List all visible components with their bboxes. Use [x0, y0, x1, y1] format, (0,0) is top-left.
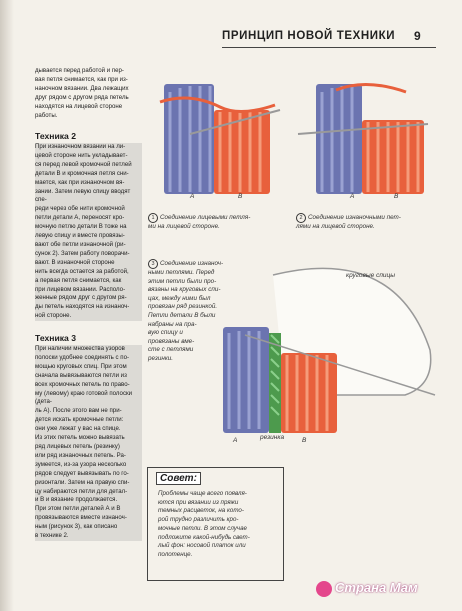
t2-line: левую спицу и вместе провязы-	[35, 232, 125, 240]
t3-line: Из этих петель можно вывязать	[35, 434, 125, 442]
fig3-caption-line: сте с петлями	[148, 346, 194, 354]
t3-line: му (левому) краю готовой полоски (дета-	[35, 389, 133, 406]
t3-line: зумеется, из-за узора несколько	[35, 460, 127, 468]
fig3-caption-line: резинки.	[148, 354, 174, 362]
fig3-label-b: B	[302, 437, 307, 444]
fig3-caption-line: Петли детали В были	[148, 311, 216, 319]
t2-line: вают обе петли изнаночной (ри-	[35, 240, 126, 248]
fig3-caption-line: вязаны на круговых спи-	[148, 286, 221, 294]
intro-line: дывается перед работой и пер-	[35, 67, 124, 74]
t3-line: ризонтали. Затем на правую спи-	[35, 478, 130, 486]
fig1-caption-line: Соединение лицевыми петля-	[160, 214, 251, 221]
fig1-label-b: B	[238, 193, 243, 200]
figure-3-illustration	[215, 255, 447, 455]
fig3-caption-line: вую спицу и	[148, 329, 183, 337]
t2-line: ды петель находятся на изнаноч-	[35, 303, 130, 311]
header-rule	[222, 47, 436, 48]
t2-line: зании. Затем левую спицу вводят спе-	[35, 187, 131, 204]
intro-line: находятся на лицевой стороне	[35, 102, 123, 110]
t3-line: они уже лежат у вас на спице.	[35, 425, 121, 433]
t3-line: При наличии множества узоров	[35, 345, 125, 352]
technique3-text	[35, 345, 142, 541]
t3-line: и В и вязание продолжается.	[35, 496, 118, 504]
fig2-caption-line: Соединение изнаночными пет-	[308, 214, 401, 221]
fig1-caption-line: ми на лицевой стороне.	[148, 223, 220, 230]
fig3-caption-line: набраны на пра-	[148, 320, 197, 328]
t3-line: мощью круговых спиц. При этом	[35, 362, 127, 370]
fig3-orange-knit-panel	[281, 353, 337, 433]
fig1-number-badge: 1	[148, 213, 158, 223]
t2-line: при лицевом вязании. Располо-	[35, 285, 126, 293]
fig3-number-badge: 3	[148, 259, 158, 269]
t3-line: цу набираются петли для детал-	[35, 487, 128, 495]
page-number: 9	[414, 29, 421, 43]
tip-line: лый фон: носовой платок или	[158, 542, 246, 550]
t3-line: провязываются вместе изнаноч-	[35, 514, 127, 522]
t2-line: петли детали А, переносят кро-	[35, 214, 125, 222]
watermark-text: Страна Мам	[335, 580, 418, 595]
t3-line: ряд лицевых петель (резинку)	[35, 442, 120, 450]
tip-line: рой трудно различить кро-	[158, 516, 239, 524]
tip-line: полотенце.	[158, 550, 193, 558]
t2-line: детали В и кромочная петля сни-	[35, 169, 129, 177]
fig3-label-a: A	[233, 437, 238, 444]
tip-line: мочные петли. В этом случае	[158, 524, 247, 532]
t3-line: дется искать кромочные петли:	[35, 416, 124, 424]
running-header	[222, 28, 432, 48]
intro-line: вая петля снимается, как при из-	[35, 75, 128, 83]
tip-line: ются при вязании из пряжи	[158, 498, 239, 506]
fig3-needle-label: круговые спицы	[346, 272, 396, 279]
t3-line: полоски удобнее соединять с по-	[35, 353, 129, 361]
t3-line: в технике 2.	[35, 532, 69, 540]
fig1-label-a: A	[190, 193, 195, 200]
figure-1-illustration	[150, 72, 282, 202]
fig2-number-badge: 2	[296, 213, 306, 223]
fig3-caption-line: цах, между ними был	[148, 294, 211, 302]
intro-line: друг рядом с другом ряда петель	[35, 93, 129, 101]
fig3-caption-line: провязаны вме-	[148, 337, 195, 345]
t3-line: всех кромочных петель по право-	[35, 380, 130, 388]
fig1-caption	[148, 213, 288, 232]
fig3-caption-line: этим петли были про-	[148, 277, 217, 285]
intro-line: наночном вязании. Два лежащих	[35, 84, 129, 92]
t2-line: нить всегда остается за работой,	[35, 267, 129, 275]
tip-title: Совет:	[156, 472, 201, 485]
intro-paragraph	[35, 67, 142, 120]
t2-line: При изнаночном вязании на ли-	[35, 143, 126, 150]
technique3-heading: Техника 3	[35, 333, 76, 343]
fig1-orange-knit-panel	[214, 110, 270, 194]
fig3-green-rib-band	[269, 333, 281, 433]
t2-line: мается, как при изнаночном вя-	[35, 178, 125, 186]
fig2-orange-knit-panel	[362, 120, 424, 194]
tip-box	[147, 467, 284, 581]
t2-line: реди через обе нити кромочной	[35, 205, 125, 213]
t3-line: ным (рисунок 3), как описано	[35, 523, 118, 531]
t2-line: ной стороне.	[35, 312, 72, 320]
fig3-caption-line: Соединение изнаноч-	[160, 260, 224, 267]
fig3-caption-line: провязан ряд резинкой.	[148, 303, 218, 311]
t2-line: женные рядом друг с другом ря-	[35, 294, 127, 302]
t3-line: При этом петли деталей А и В	[35, 505, 121, 513]
technique2-heading: Техника 2	[35, 131, 76, 141]
fig2-label-b: B	[394, 193, 399, 200]
section-title: ПРИНЦИП НОВОЙ ТЕХНИКИ	[222, 30, 396, 42]
t2-line: сунок 2). Затем работу поворачи-	[35, 249, 130, 257]
tip-line: подложите какой-нибудь свет-	[158, 533, 250, 541]
fig2-caption-line: лями на лицевой стороне.	[296, 223, 375, 230]
t2-line: ся перед левой кромочной петлей	[35, 160, 132, 168]
t2-line: цевой стороне нить укладывает-	[35, 151, 128, 159]
t3-line: рядов следует вывязывать по го-	[35, 469, 129, 477]
watermark-logo-icon	[316, 581, 332, 597]
fig2-caption	[296, 213, 440, 232]
tip-line: темных расцветок, на кото-	[158, 507, 244, 515]
t3-line: или ряд изнаночных петель. Ра-	[35, 451, 126, 459]
t2-line: мочную петлю детали В тоже на	[35, 223, 127, 231]
fig3-blue-knit-panel	[223, 327, 269, 433]
fig3-caption-line: ными петлями. Перед	[148, 269, 215, 276]
fig3-rib-label: резинка	[260, 434, 285, 441]
page-gutter-shadow	[0, 0, 14, 611]
fig2-blue-knit-panel	[316, 84, 362, 194]
site-watermark	[316, 580, 418, 597]
t3-line: ль А). После этого вам не при-	[35, 407, 122, 415]
t2-line: вают. В изнаночной стороне	[35, 258, 115, 266]
technique2-text	[35, 143, 142, 321]
t3-line: сначала вывязываются петли из	[35, 371, 127, 379]
figure-2-illustration	[296, 72, 436, 202]
t2-line: а первая петля снимается, как	[35, 276, 122, 284]
tip-body	[158, 490, 276, 560]
tip-line: Проблемы чаще всего появля-	[158, 490, 247, 497]
fig2-label-a: A	[350, 193, 355, 200]
intro-line: работы.	[35, 111, 58, 119]
